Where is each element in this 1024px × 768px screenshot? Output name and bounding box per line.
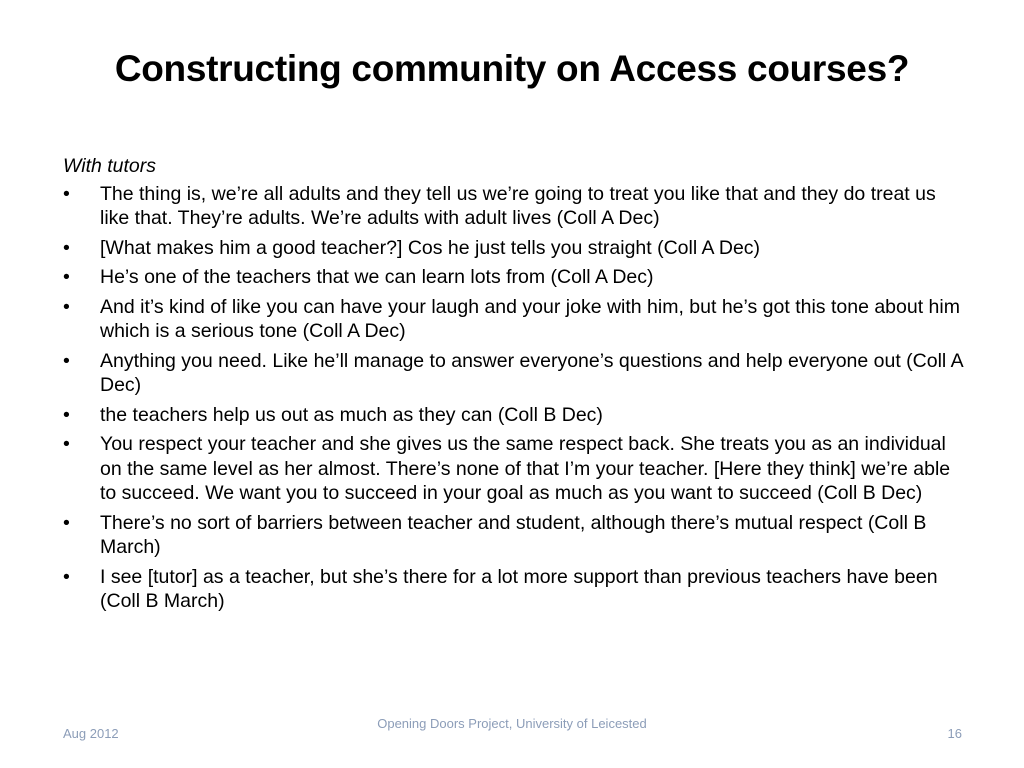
- bullet-icon: •: [63, 349, 70, 372]
- list-item: [63, 349, 968, 398]
- quote-text: You respect your teacher and she gives us the same respect back. She treats you as an individual on the same level as her almost. There’s none of that I’m your teacher. [Here they think] we’re able to succeed. We want you to succeed in your goal as much as you want to succeed (Coll B Dec): [100, 433, 951, 504]
- list-item: [63, 295, 968, 344]
- list-item: [63, 565, 968, 614]
- bullet-icon: •: [63, 511, 70, 534]
- bullet-icon: •: [63, 565, 70, 588]
- list-item: [63, 236, 968, 261]
- quote-text: And it’s kind of like you can have your laugh and your joke with him, but he’s got this tone about him which is a serious tone (Coll A Dec): [100, 295, 960, 342]
- bullet-icon: •: [63, 295, 70, 318]
- section-subheading: With tutors: [63, 155, 157, 177]
- quote-text: He’s one of the teachers that we can learn lots from (Coll A Dec): [100, 266, 654, 288]
- bullet-icon: •: [63, 403, 70, 426]
- quote-text: There’s no sort of barriers between teacher and student, although there’s mutual respect (Coll B March): [100, 511, 927, 558]
- bullet-icon: •: [63, 266, 70, 288]
- quote-text: [What makes him a good teacher?] Cos he just tells you straight (Coll A Dec): [100, 236, 761, 259]
- quote-text: The thing is, we’re all adults and they tell us we’re going to treat you like that and they do treat us like that. They’re adults. We’re adults with adult lives (Coll A Dec): [100, 182, 936, 229]
- list-item: [63, 432, 968, 506]
- bullet-icon: •: [63, 182, 70, 205]
- quote-text: the teachers help us out as much as they can (Coll B Dec): [100, 403, 603, 426]
- footer-project: Opening Doors Project, University of Leicested: [377, 716, 647, 731]
- list-item: [63, 403, 968, 428]
- page-number: 16: [947, 726, 962, 741]
- list-item: [63, 182, 968, 231]
- list-item: [63, 265, 968, 290]
- bullet-icon: •: [63, 236, 70, 259]
- list-item: [63, 511, 968, 560]
- bullet-icon: •: [63, 433, 70, 455]
- quote-text: I see [tutor] as a teacher, but she’s there for a lot more support than previous teachers have been (Coll B March): [100, 565, 938, 612]
- quote-list: [63, 182, 968, 614]
- slide-content: [63, 154, 968, 619]
- quote-text: Anything you need. Like he’ll manage to answer everyone’s questions and help everyone out (Coll A Dec): [100, 349, 963, 396]
- slide-title: Constructing community on Access courses?: [114, 48, 910, 89]
- footer-date: Aug 2012: [63, 726, 119, 741]
